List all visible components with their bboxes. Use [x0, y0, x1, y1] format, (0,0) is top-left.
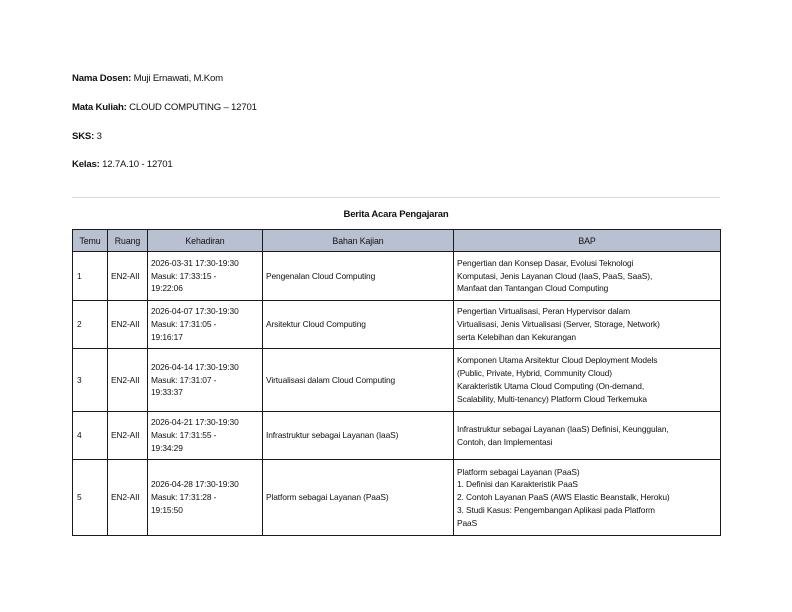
header-bap: BAP: [454, 230, 721, 252]
lecturer-label: Nama Dosen:: [72, 73, 132, 84]
cell-temu: 4: [73, 412, 108, 460]
table-row: [73, 460, 721, 536]
cell-bap: [454, 301, 721, 349]
kehadiran-checkin: Masuk: 17:31:55 -: [151, 430, 217, 441]
cell-kehadiran: [148, 349, 263, 412]
bap-line: Pengertian Virtualisasi, Peran Hypervisor dalam: [457, 306, 630, 317]
lecturer-value: Muji Ernawati, M.Kom: [133, 73, 223, 84]
bap-line: serta Kelebihan dan Kekurangan: [457, 331, 576, 342]
cell-temu: 3: [73, 349, 108, 412]
cell-bahan-kajian: Virtualisasi dalam Cloud Computing: [263, 349, 454, 412]
table-row: [73, 412, 721, 460]
header-bahan-kajian: Bahan Kajian: [263, 230, 454, 252]
table-row: [73, 301, 721, 349]
credits-label: SKS:: [72, 131, 95, 142]
class-label: Kelas:: [72, 159, 100, 170]
cell-ruang: EN2-AII: [108, 460, 148, 536]
bap-line: Pengertian dan Konsep Dasar, Evolusi Teknologi: [457, 257, 634, 268]
kehadiran-schedule: 2026-04-14 17:30-19:30: [151, 361, 239, 372]
cell-bahan-kajian: Arsitektur Cloud Computing: [263, 301, 454, 349]
bap-line: Manfaat dan Tantangan Cloud Computing: [457, 283, 609, 294]
cell-bahan-kajian: Infrastruktur sebagai Layanan (IaaS): [263, 412, 454, 460]
kehadiran-checkout: 19:15:50: [151, 504, 183, 515]
course-label: Mata Kuliah:: [72, 102, 127, 113]
table-caption: Berita Acara Pengajaran: [343, 209, 449, 220]
teaching-record-table: [72, 229, 721, 536]
bap-line: Karakteristik Utama Cloud Computing (On-demand,: [457, 381, 645, 391]
cell-kehadiran: [148, 301, 263, 349]
course-value: CLOUD COMPUTING – 12701: [129, 102, 257, 113]
kehadiran-checkin: Masuk: 17:31:07 -: [151, 374, 217, 385]
kehadiran-checkout: 19:34:29: [151, 442, 183, 453]
kehadiran-checkout: 19:33:37: [151, 387, 183, 398]
bap-line: Contoh, dan Implementasi: [457, 436, 553, 447]
bap-line: Infrastruktur sebagai Layanan (IaaS) Definisi, Keunggulan,: [457, 423, 669, 434]
table-row: [73, 349, 721, 412]
cell-bahan-kajian: Pengenalan Cloud Computing: [263, 252, 454, 301]
kehadiran-checkin: Masuk: 17:31:05 -: [151, 319, 217, 330]
bap-line: PaaS: [457, 517, 478, 528]
cell-kehadiran: [148, 252, 263, 301]
kehadiran-checkout: 19:16:17: [151, 331, 183, 342]
kehadiran-schedule: 2026-04-21 17:30-19:30: [151, 417, 239, 428]
cell-ruang: EN2-AII: [108, 349, 148, 412]
bap-line: 1. Definisi dan Karakteristik PaaS: [457, 479, 578, 490]
bap-line: (Public, Private, Hybrid, Community Cloud): [457, 368, 612, 379]
kehadiran-checkin: Masuk: 17:31:28 -: [151, 492, 217, 503]
bap-line: Komponen Utama Arsitektur Cloud Deployment Models: [457, 355, 658, 366]
header-temu: Temu: [73, 230, 108, 252]
cell-ruang: EN2-AII: [108, 412, 148, 460]
cell-bap: [454, 460, 721, 536]
credits-value: 3: [96, 131, 102, 142]
kehadiran-schedule: 2026-04-07 17:30-19:30: [151, 306, 239, 317]
cell-temu: 1: [73, 252, 108, 301]
cell-kehadiran: [148, 412, 263, 460]
header-ruang: Ruang: [108, 230, 148, 252]
cell-ruang: EN2-AII: [108, 301, 148, 349]
class-value: 12.7A.10 - 12701: [102, 159, 173, 170]
table-header-row: [73, 230, 721, 252]
cell-temu: 5: [73, 460, 108, 536]
kehadiran-checkout: 19:22:06: [151, 283, 183, 294]
credits-line: [72, 131, 102, 142]
cell-bap: [454, 349, 721, 412]
bap-line: 2. Contoh Layanan PaaS (AWS Elastic Beanstalk, Heroku): [457, 492, 670, 503]
divider: [72, 197, 720, 198]
cell-bahan-kajian: Platform sebagai Layanan (PaaS): [263, 460, 454, 536]
table-row: [73, 252, 721, 301]
cell-kehadiran: [148, 460, 263, 536]
cell-bap: [454, 252, 721, 301]
bap-line: Scalability, Multi-tenancy) Platform Cloud Terkemuka: [457, 393, 647, 404]
bap-line: Virtualisasi, Jenis Virtualisasi (Server, Storage, Network): [457, 319, 660, 330]
cell-temu: 2: [73, 301, 108, 349]
course-line: [72, 102, 257, 113]
kehadiran-schedule: 2026-03-31 17:30-19:30: [151, 257, 239, 268]
class-line: [72, 159, 173, 170]
bap-line: Komputasi, Jenis Layanan Cloud (IaaS, PaaS, SaaS),: [457, 270, 653, 281]
bap-line: Platform sebagai Layanan (PaaS): [457, 466, 580, 477]
kehadiran-schedule: 2026-04-28 17:30-19:30: [151, 479, 239, 490]
kehadiran-checkin: Masuk: 17:33:15 -: [151, 270, 217, 281]
header-kehadiran: Kehadiran: [148, 230, 263, 252]
cell-ruang: EN2-AII: [108, 252, 148, 301]
lecturer-line: [72, 73, 223, 84]
cell-bap: [454, 412, 721, 460]
bap-line: 3. Studi Kasus: Pengembangan Aplikasi pada Platform: [457, 504, 655, 515]
